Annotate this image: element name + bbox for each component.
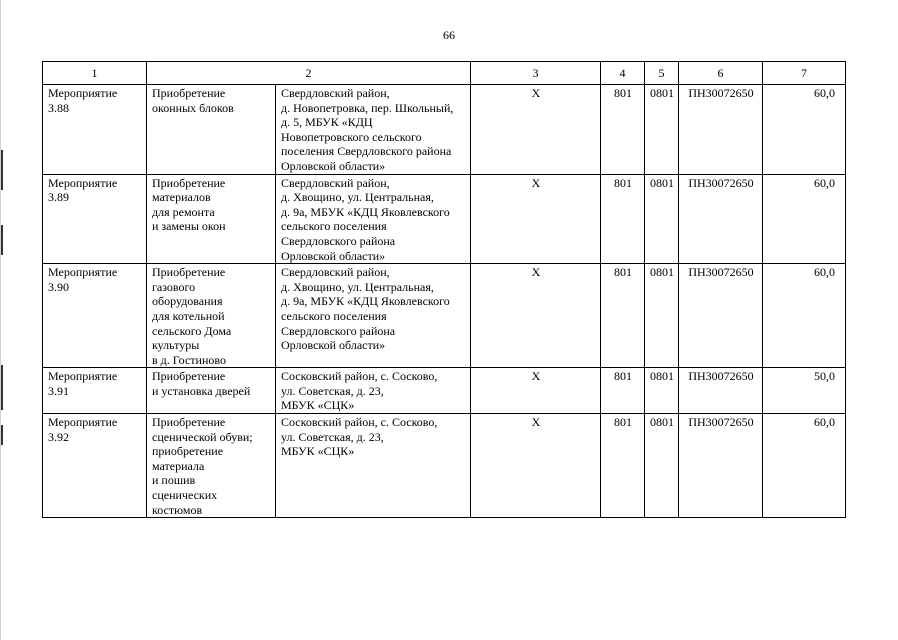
measure-col7: 60,0 bbox=[763, 85, 846, 175]
measure-col5: 0801 bbox=[645, 85, 679, 175]
measure-location: Свердловский район, д. Хвощино, ул. Центральная, д. 9а, МБУК «КДЦ Яковлевского сельского поселения Свердловского района Орловской области» bbox=[276, 264, 471, 368]
measure-col5: 0801 bbox=[645, 264, 679, 368]
measure-id: Мероприятие 3.88 bbox=[43, 85, 147, 175]
measure-col7: 60,0 bbox=[763, 264, 846, 368]
measure-id: Мероприятие 3.91 bbox=[43, 368, 147, 414]
measure-col6: ПН30072650 bbox=[679, 85, 763, 175]
measures-table bbox=[42, 61, 846, 518]
measure-location: Сосковский район, с. Сосково, ул. Советская, д. 23, МБУК «СЦК» bbox=[276, 368, 471, 414]
measure-id: Мероприятие 3.92 bbox=[43, 414, 147, 518]
scan-mark bbox=[1, 225, 3, 255]
measure-col5: 0801 bbox=[645, 174, 679, 264]
scan-mark bbox=[1, 425, 3, 445]
table-row bbox=[43, 264, 846, 368]
header-col-6: 6 bbox=[679, 62, 763, 85]
measure-name: Приобретение и установка дверей bbox=[147, 368, 276, 414]
header-col-5: 5 bbox=[645, 62, 679, 85]
measure-location: Свердловский район, д. Хвощино, ул. Центральная, д. 9а, МБУК «КДЦ Яковлевского сельского поселения Свердловского района Орловской области» bbox=[276, 174, 471, 264]
measure-col4: 801 bbox=[601, 264, 645, 368]
measure-col3: X bbox=[471, 414, 601, 518]
measure-col3: X bbox=[471, 85, 601, 175]
table-row bbox=[43, 174, 846, 264]
measure-id: Мероприятие 3.89 bbox=[43, 174, 147, 264]
measure-name: Приобретение газового оборудования для котельной сельского Дома культуры в д. Гостиново bbox=[147, 264, 276, 368]
table-row bbox=[43, 368, 846, 414]
measure-col3: X bbox=[471, 368, 601, 414]
table-header-row bbox=[43, 62, 846, 85]
header-col-4: 4 bbox=[601, 62, 645, 85]
measure-col5: 0801 bbox=[645, 414, 679, 518]
measure-col6: ПН30072650 bbox=[679, 368, 763, 414]
measure-name: Приобретение материалов для ремонта и замены окон bbox=[147, 174, 276, 264]
measure-col4: 801 bbox=[601, 85, 645, 175]
page-number: 66 bbox=[443, 28, 455, 42]
header-col-7: 7 bbox=[763, 62, 846, 85]
measure-location: Сосковский район, с. Сосково, ул. Советская, д. 23, МБУК «СЦК» bbox=[276, 414, 471, 518]
measure-id: Мероприятие 3.90 bbox=[43, 264, 147, 368]
header-col-3: 3 bbox=[471, 62, 601, 85]
measure-col4: 801 bbox=[601, 174, 645, 264]
measure-col6: ПН30072650 bbox=[679, 264, 763, 368]
measure-col7: 60,0 bbox=[763, 174, 846, 264]
measure-location: Свердловский район, д. Новопетровка, пер. Школьный, д. 5, МБУК «КДЦ Новопетровского сельского поселения Свердловского района Орловской области» bbox=[276, 85, 471, 175]
measure-col7: 60,0 bbox=[763, 414, 846, 518]
scan-mark bbox=[1, 150, 3, 190]
measure-col6: ПН30072650 bbox=[679, 174, 763, 264]
header-col-2: 2 bbox=[147, 62, 471, 85]
measure-col6: ПН30072650 bbox=[679, 414, 763, 518]
measure-col3: X bbox=[471, 264, 601, 368]
measure-col4: 801 bbox=[601, 414, 645, 518]
measure-col4: 801 bbox=[601, 368, 645, 414]
table-row bbox=[43, 414, 846, 518]
scan-edge bbox=[0, 0, 4, 640]
measure-col5: 0801 bbox=[645, 368, 679, 414]
scan-edge-line bbox=[0, 0, 1, 640]
header-col-1: 1 bbox=[43, 62, 147, 85]
measure-col7: 50,0 bbox=[763, 368, 846, 414]
scan-mark bbox=[1, 365, 3, 410]
measure-name: Приобретение сценической обуви; приобретение материала и пошив сценических костюмов bbox=[147, 414, 276, 518]
measure-col3: X bbox=[471, 174, 601, 264]
measure-name: Приобретение оконных блоков bbox=[147, 85, 276, 175]
table-row bbox=[43, 85, 846, 175]
